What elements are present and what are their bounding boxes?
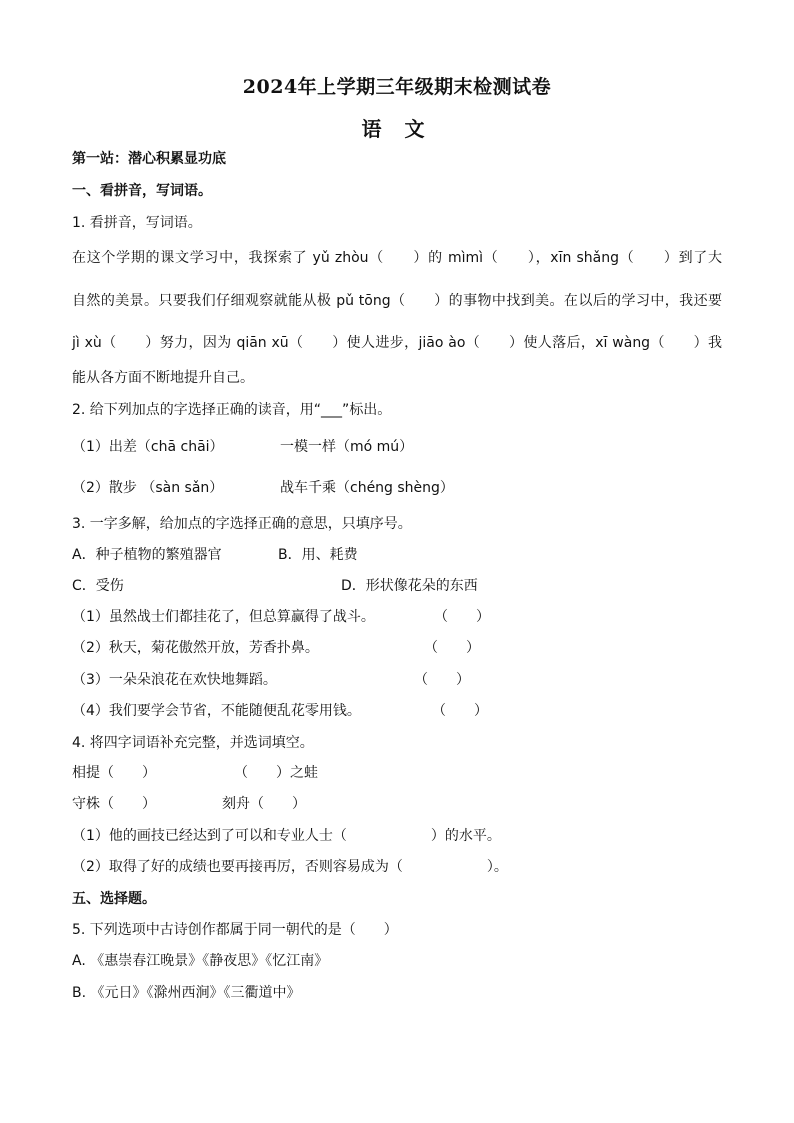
q3-option-c: C．受伤 <box>72 578 124 594</box>
q4-word-4[interactable]: 刻舟（ ） <box>222 796 306 812</box>
q4-sentence-2: （2）取得了好的成绩也要再接再厉，否则容易成为（ ）。 <box>72 859 508 875</box>
q3-item-3-blank[interactable]: （ ） <box>414 672 470 688</box>
section1-heading: 一、看拼音，写词语。 <box>72 183 212 199</box>
q3-item-1-blank[interactable]: （ ） <box>434 609 490 625</box>
q2-item-1-left: （1）出差（chā chāi） <box>72 439 224 455</box>
q1-prompt: 1. 看拼音，写词语。 <box>72 215 202 231</box>
q4-prompt: 4. 将四字词语补充完整，并选词填空。 <box>72 735 314 751</box>
q5-option-a[interactable]: A. 《惠崇春江晚景》《静夜思》《忆江南》 <box>72 953 329 969</box>
q1-passage-line-2: 自然的美景。只要我们仔细观察就能从极 pǔ tōng（ ）的事物中找到美。在以后的学习中，我还要 <box>72 293 722 309</box>
q3-option-b: B．用、耗费 <box>278 547 358 563</box>
exam-subject: 语 文 <box>361 117 433 141</box>
q1-passage-line-1: 在这个学期的课文学习中，我探索了 yǔ zhòu（ ）的 mìmì（ ），xīn shǎng（ ）到了大 <box>72 250 722 266</box>
q2-item-1-right: 一模一样（mó mú） <box>280 439 414 455</box>
exam-title: 2024年上学期三年级期末检测试卷 <box>242 76 552 98</box>
q4-word-1[interactable]: 相提（ ） <box>72 765 156 781</box>
q2-item-2-right: 战车千乘（chéng shèng） <box>280 480 454 496</box>
q2-item-2-left: （2）散步 （sàn sǎn） <box>72 480 224 496</box>
q3-prompt: 3. 一字多解，给加点的字选择正确的意思，只填序号。 <box>72 516 412 532</box>
q4-sentence-1: （1）他的画技已经达到了可以和专业人士（ ）的水平。 <box>72 828 501 844</box>
station-heading: 第一站：潜心积累显功底 <box>72 151 226 167</box>
q1-passage-line-3: jì xù（ ）努力，因为 qiān xū（ ）使人进步，jiāo ào（ ）使人落后，xī wàng（ ）我 <box>72 335 722 351</box>
q3-item-2-blank[interactable]: （ ） <box>424 640 480 656</box>
q5-prompt: 5. 下列选项中古诗创作都属于同一朝代的是（ ） <box>72 922 398 938</box>
q2-prompt: 2. 给下列加点的字选择正确的读音，用“___”标出。 <box>72 402 392 418</box>
q3-item-1-text: （1）虽然战士们都挂花了，但总算赢得了战斗。 <box>72 609 375 625</box>
q3-option-a: A．种子植物的繁殖器官 <box>72 547 222 563</box>
q3-item-3-text: （3）一朵朵浪花在欢快地舞蹈。 <box>72 672 277 688</box>
section5-heading: 五、选择题。 <box>72 891 156 907</box>
q3-option-d: D．形状像花朵的东西 <box>341 578 478 594</box>
q3-item-4-blank[interactable]: （ ） <box>432 703 488 719</box>
q3-item-4-text: （4）我们要学会节省，不能随便乱花零用钱。 <box>72 703 361 719</box>
q3-item-2-text: （2）秋天，菊花傲然开放，芳香扑鼻。 <box>72 640 319 656</box>
q5-option-b[interactable]: B. 《元日》《滁州西涧》《三衢道中》 <box>72 985 301 1001</box>
q1-passage-line-4: 能从各方面不断地提升自己。 <box>72 370 254 386</box>
q4-word-3[interactable]: 守株（ ） <box>72 796 156 812</box>
q4-word-2[interactable]: （ ）之蛙 <box>234 765 318 781</box>
